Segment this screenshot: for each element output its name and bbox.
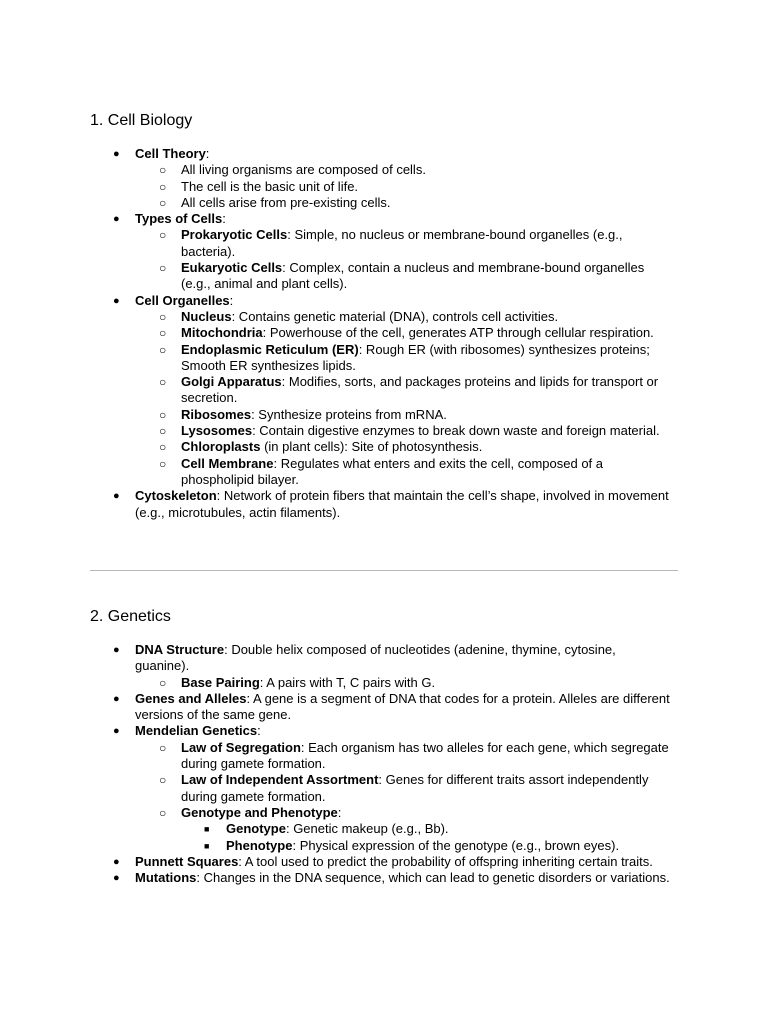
list-item-text: : Synthesize proteins from mRNA. <box>251 406 447 422</box>
square-bullet-icon: ■ <box>204 840 210 851</box>
list-item-term: Endoplasmic Reticulum (ER) <box>181 341 359 357</box>
list-item <box>0 488 673 521</box>
list-item <box>0 854 673 870</box>
list-item-text: : <box>222 211 226 227</box>
circle-bullet-icon: ○ <box>159 163 167 178</box>
list-item-term: Ribosomes <box>181 406 252 422</box>
list-item-term: Cell Organelles <box>135 292 230 308</box>
circle-bullet-icon: ○ <box>159 740 167 755</box>
list-item-text: All living organisms are composed of cells. <box>181 162 426 178</box>
circle-bullet-icon: ○ <box>159 407 167 422</box>
list-item-term: Genotype <box>226 821 286 837</box>
list-item <box>0 342 675 375</box>
list-item-text: : Double helix composed of nucleotides (adenine, thymine, cytosine, guanine). <box>135 642 616 674</box>
list-item-term: Genes and Alleles <box>135 690 247 706</box>
list-item <box>0 227 675 260</box>
list-item <box>0 309 675 325</box>
section-heading-cell-biology: 1. Cell Biology <box>90 112 193 129</box>
list-item <box>0 179 675 195</box>
bullet-icon: ● <box>113 725 120 738</box>
list-item-term: Mitochondria <box>181 325 263 341</box>
list-item-term: Base Pairing <box>181 674 260 690</box>
list-item-text: : <box>257 723 261 739</box>
list-item <box>0 740 675 773</box>
list-item-text: : Contains genetic material (DNA), controls cell activities. <box>231 308 559 324</box>
list-item-term: Genotype and Phenotype <box>181 804 338 820</box>
list-item-text: : Rough ER (with ribosomes) synthesizes proteins; Smooth ER synthesizes lipids. <box>181 341 650 373</box>
cell-biology-list <box>0 146 675 521</box>
list-item <box>0 260 675 293</box>
bullet-icon: ● <box>113 148 120 160</box>
circle-bullet-icon: ○ <box>159 228 167 243</box>
list-item-text: : Physical expression of the genotype (e.g., brown eyes). <box>292 837 620 853</box>
list-item <box>0 423 675 439</box>
list-item-term: Mendelian Genetics <box>135 723 258 739</box>
circle-bullet-icon: ○ <box>159 440 167 455</box>
list-item-term: Cell Theory <box>135 146 206 161</box>
list-item <box>0 870 673 886</box>
circle-bullet-icon: ○ <box>159 805 167 820</box>
list-item-text: : Powerhouse of the cell, generates ATP through cellular respiration. <box>262 325 654 341</box>
list-item-text: : <box>337 804 342 820</box>
list-item-text: : A gene is a segment of DNA that codes for a protein. Alleles are different versions of the same gene. <box>135 690 670 723</box>
circle-bullet-icon: ○ <box>159 179 167 194</box>
list-item <box>0 691 673 724</box>
list-item-term: Law of Independent Assortment <box>181 772 379 788</box>
bullet-icon: ● <box>113 294 120 307</box>
list-item-text: (in plant cells): Site of photosynthesis. <box>260 439 483 455</box>
circle-bullet-icon: ○ <box>159 675 167 690</box>
square-bullet-icon: ■ <box>204 824 210 835</box>
circle-bullet-icon: ○ <box>159 309 167 324</box>
list-item <box>0 407 675 423</box>
list-item <box>0 456 675 489</box>
list-item-text: The cell is the basic unit of life. <box>181 178 359 194</box>
list-item <box>0 439 675 455</box>
list-item <box>0 838 676 854</box>
list-item-text: : Changes in the DNA sequence, which can lead to genetic disorders or variations. <box>196 870 670 886</box>
bullet-icon: ● <box>113 872 120 885</box>
circle-bullet-icon: ○ <box>159 326 167 341</box>
list-item <box>0 642 673 675</box>
list-item-term: Law of Segregation <box>181 739 301 755</box>
list-item <box>0 195 675 211</box>
list-item-term: Eukaryotic Cells <box>181 260 283 276</box>
circle-bullet-icon: ○ <box>159 261 167 276</box>
list-item-text: : <box>205 146 210 161</box>
bullet-icon: ● <box>113 855 120 868</box>
section-heading-genetics: 2. Genetics <box>90 608 171 625</box>
bullet-icon: ● <box>113 692 120 705</box>
list-item-text: : Modifies, sorts, and packages proteins and lipids for transport or secretion. <box>181 374 659 406</box>
circle-bullet-icon: ○ <box>159 195 167 210</box>
list-item-term: Types of Cells <box>135 211 223 227</box>
list-item-text: : Genetic makeup (e.g., Bb). <box>285 821 449 837</box>
list-item-text: : Regulates what enters and exits the cell, composed of a phospholipid bilayer. <box>181 455 604 487</box>
list-item-text: : Complex, contain a nucleus and membrane-bound organelles (e.g., animal and plant cells). <box>181 260 645 292</box>
list-item <box>0 675 675 691</box>
list-item-term: Mutations <box>135 870 197 886</box>
circle-bullet-icon: ○ <box>159 773 167 788</box>
bullet-icon: ● <box>113 644 120 656</box>
list-item-text: : Contain digestive enzymes to break down waste and foreign material. <box>252 423 660 439</box>
list-item-text: : A pairs with T, C pairs with G. <box>259 674 436 690</box>
list-item <box>0 374 675 407</box>
list-item-term: Golgi Apparatus <box>181 374 282 390</box>
list-item <box>0 805 675 821</box>
list-item-term: Lysosomes <box>181 423 253 439</box>
list-item-text: : Network of protein fibers that maintain the cell’s shape, involved in movement (e.g., microtubules, actin filaments). <box>135 488 669 520</box>
list-item-term: Prokaryotic Cells <box>181 227 288 243</box>
circle-bullet-icon: ○ <box>159 375 167 390</box>
list-item-text: : A tool used to predict the probability of offspring inheriting certain traits. <box>238 853 653 869</box>
list-item-text: : Each organism has two alleles for each gene, which segregate during gamete formation. <box>181 739 669 772</box>
list-item-text: All cells arise from pre-existing cells. <box>181 194 391 210</box>
list-item <box>0 211 673 227</box>
circle-bullet-icon: ○ <box>159 342 167 357</box>
list-item-term: Chloroplasts <box>181 439 261 455</box>
list-item-text: : Simple, no nucleus or membrane-bound organelles (e.g., bacteria). <box>181 227 623 259</box>
horizontal-divider <box>90 570 678 571</box>
circle-bullet-icon: ○ <box>159 424 167 439</box>
list-item <box>0 146 673 162</box>
list-item-term: Cell Membrane <box>181 455 274 471</box>
list-item-term: Punnett Squares <box>135 853 239 869</box>
bullet-icon: ● <box>113 490 120 503</box>
list-item <box>0 821 676 837</box>
list-item <box>0 325 675 341</box>
genetics-list <box>0 642 676 886</box>
list-item <box>0 162 675 178</box>
list-item-text: : Genes for different traits assort independently during gamete formation. <box>181 772 649 804</box>
list-item <box>0 772 675 805</box>
list-item-term: Phenotype <box>226 837 293 853</box>
list-item-term: Nucleus <box>181 308 232 324</box>
list-item-term: Cytoskeleton <box>135 488 217 504</box>
bullet-icon: ● <box>113 213 120 226</box>
list-item <box>0 293 673 309</box>
list-item-text: : <box>229 292 234 308</box>
list-item <box>0 723 673 739</box>
list-item-term: DNA Structure <box>135 642 225 657</box>
circle-bullet-icon: ○ <box>159 456 167 471</box>
